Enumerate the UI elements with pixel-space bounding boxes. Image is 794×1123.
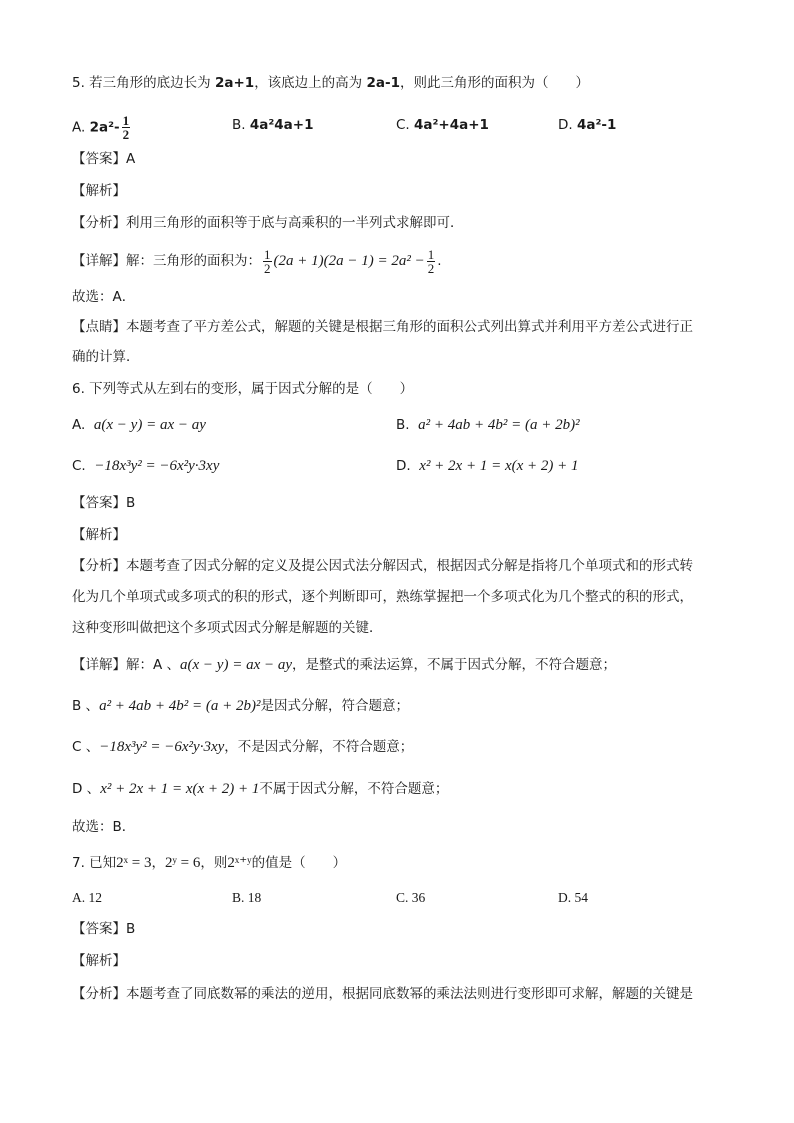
q5-stem: 5. 若三角形的底边长为 2a+1，该底边上的高为 2a-1，则此三角形的面积为（ ） xyxy=(72,75,589,91)
q5-option-c: C. 4a²+4a+1 xyxy=(396,117,489,133)
q6-xiangjie-c: C 、−18x³y² = −6x²y·3xy，不是因式分解，不符合题意； xyxy=(72,739,414,755)
q5-analysis-head: 【解析】 xyxy=(72,183,126,199)
q5-option-d: D. 4a²-1 xyxy=(558,117,617,133)
q6-option-c: C. −18x³y² = −6x²y·3xy xyxy=(72,458,220,474)
q6-xiangjie-a: 【详解】解：A 、a(x − y) = ax − ay，是整式的乘法运算，不属于因式分解，不符合题意； xyxy=(72,657,617,673)
q7-option-d: D. 54 xyxy=(558,890,588,905)
q5-dianjing-1: 【点睛】本题考查了平方差公式，解题的关键是根据三角形的面积公式列出算式并利用平方差公式进行正 xyxy=(72,319,693,335)
q6-xiangjie-d: D 、x² + 2x + 1 = x(x + 2) + 1不属于因式分解，不符合题意； xyxy=(72,781,449,797)
q6-stem: 6. 下列等式从左到右的变形，属于因式分解的是（ ） xyxy=(72,381,414,397)
fraction: $\frac{1}{2}$ xyxy=(264,246,271,276)
q6-answer: 【答案】B xyxy=(72,495,136,511)
q6-analysis-head: 【解析】 xyxy=(72,527,126,543)
q7-option-a: A. 12 xyxy=(72,890,102,905)
q6-option-d: D. x² + 2x + 1 = x(x + 2) + 1 xyxy=(396,458,579,474)
fraction: $\frac{1}{2}$ xyxy=(122,113,130,142)
q6-xiangjie-b: B 、a² + 4ab + 4b² = (a + 2b)²是因式分解，符合题意； xyxy=(72,698,410,714)
q5-guxuan: 故选：A． xyxy=(72,289,136,305)
q5-fenxi: 【分析】利用三角形的面积等于底与高乘积的一半列式求解即可． xyxy=(72,215,464,231)
q5-option-a: A. 2a²- $\frac{1}{2}$ xyxy=(72,113,130,142)
q7-option-b: B. 18 xyxy=(232,890,262,905)
q6-option-a: A. a(x − y) = ax − ay xyxy=(72,417,206,433)
q6-fenxi-2: 化为几个单项式或多项式的积的形式，逐个判断即可，熟练掌握把一个多项式化为几个整式的积的形式， xyxy=(72,589,693,605)
q5-xiangjie: 【详解】解：三角形的面积为： $\frac{1}{2}$ (2a + 1)(2a − 1) = 2a² − $\frac{1}{2}$ . xyxy=(72,246,442,276)
q5-option-b: B. 4a²4a+1 xyxy=(232,117,314,133)
q6-option-b: B. a² + 4ab + 4b² = (a + 2b)² xyxy=(396,417,580,433)
q7-stem: 7. 已知2ˣ = 3，2ʸ = 6，则2ˣ⁺ʸ的值是（ ） xyxy=(72,855,347,871)
q7-option-c: C. 36 xyxy=(396,890,426,905)
q6-guxuan: 故选：B． xyxy=(72,819,136,835)
q5-answer: 【答案】A xyxy=(72,151,136,167)
q7-fenxi: 【分析】本题考查了同底数幂的乘法的逆用，根据同底数幂的乘法法则进行变形即可求解，解题的关键是 xyxy=(72,986,693,1002)
q6-fenxi-3: 这种变形叫做把这个多项式因式分解是解题的关键． xyxy=(72,620,383,636)
q6-fenxi-1: 【分析】本题考查了因式分解的定义及提公因式法分解因式，根据因式分解是指将几个单项式和的形式转 xyxy=(72,558,693,574)
q7-answer: 【答案】B xyxy=(72,921,136,937)
q7-analysis-head: 【解析】 xyxy=(72,953,126,969)
fraction: $\frac{1}{2}$ xyxy=(427,246,435,276)
q5-dianjing-2: 确的计算． xyxy=(72,349,140,365)
